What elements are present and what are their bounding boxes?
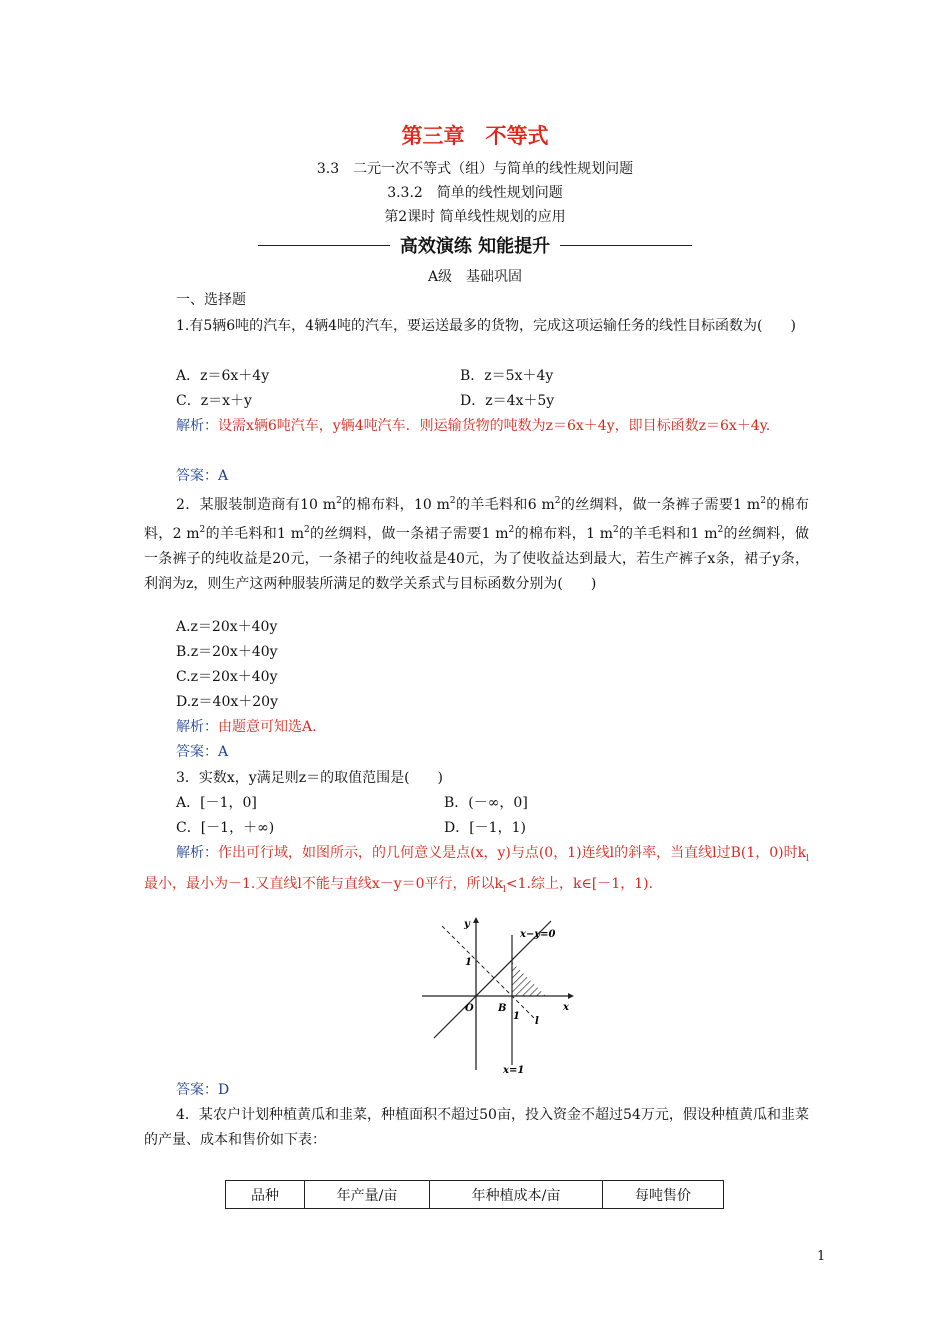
q1-option-d: D．z＝4x＋5y [460,393,555,409]
q2-option-d: D.z＝40x＋20y [176,694,278,710]
y-axis-arrow [473,917,479,923]
q2-option-c: C.z＝20x＋40y [176,669,278,685]
shaded-region [512,962,546,996]
label-origin: O [465,1003,474,1014]
q1-option-b: B．z＝5x＋4y [460,368,554,384]
crop-table [225,1180,724,1209]
q2-option-a: A.z＝20x＋40y [176,619,278,635]
q2-analysis: 解析：由题意可知选A. [176,719,317,735]
level-heading: A级 基础巩固 [427,269,523,285]
label-y: y [464,919,470,930]
q3-answer: 答案：D [176,1082,230,1098]
label-l: l [535,1016,539,1027]
label-line-x-minus-y: x−y=0 [520,929,556,940]
q1-option-a: A．z＝6x＋4y [176,368,270,384]
q1-analysis-text: 设需x辆6吨汽车，y辆4吨汽车．则运输货物的吨数为z＝6x＋4y，即目标函数z＝6x＋4y. [218,418,771,434]
q3-option-a: A．[－1，0] [176,795,257,811]
label-b: B [498,1003,507,1014]
lesson-title: 第2课时 简单线性规划的应用 [384,209,566,225]
q1-option-c: C．z＝x＋y [176,393,252,409]
table-header-cell: 品种 [226,1181,305,1209]
table-header-row [226,1181,724,1209]
section-title: 3.3 二元一次不等式（组）与简单的线性规划问题 [316,161,634,177]
q3-option-d: D．[－1，1) [444,820,526,836]
table-header-cell: 每吨售价 [603,1181,724,1209]
banner-rule-right [560,245,692,246]
label-line-x-1: x=1 [503,1065,525,1075]
question-2-stem: 2．某服装制造商有10 $m^2$的棉布料，10 $m^2$的羊毛料和6 $m^2$的丝绸料，做一条裤子需要1 $m^2$的棉布料，2 $m^2$的羊毛料和1 $m^2$的丝绸料，做一条裙子需要1 $m^2$的棉布料，1 $m^2$的羊毛料和1 $m^2$的丝绸料，做一条裤子的纯收益是20元，一条裙子的纯收益是40元，为了使收益达到最大，若生产裤子x条，裙子y条，利润为z，则生产这两种服装所满足的数学关系式与目标函数分别为( ) [144,496,810,592]
q2-answer: 答案：A [176,744,229,760]
q3-option-c: C．[－1，＋∞) [176,820,275,836]
q1-analysis [144,414,809,439]
q3-option-b: B．(－∞，0] [444,795,528,811]
banner-rule-left [258,245,390,246]
question-3-stem: 3．实数x，y满足则z＝的取值范围是( ) [176,770,444,786]
subsection-title: 3.3.2 简单的线性规划问题 [387,185,563,201]
label-x: x [563,1002,569,1013]
q3-analysis: 解析：作出可行域，如图所示，的几何意义是点(x，y)与点(0，1)连线l的斜率，当直线l过B(1，0)时$k_l$最小，最小为－1.又直线l不能与直线x－y＝0平行，所以$k_l<1$.综上，k∈[－1，1)． [144,845,809,895]
label-1-x: 1 [513,1011,520,1022]
table-header-cell: 年产量/亩 [305,1181,430,1209]
question-1-stem: 1.有5辆6吨的汽车，4辆4吨的汽车，要运送最多的货物，完成这项运输任务的线性目标函数为( ) [176,318,796,334]
feasible-region-figure [412,915,574,1075]
question-4-stem: 4．某农户计划种植黄瓜和韭菜，种植面积不超过50亩，投入资金不超过54万元，假设种植黄瓜和韭菜的产量、成本和售价如下表： [144,1107,809,1148]
chapter-title: 第三章 不等式 [401,124,549,148]
page-number: 1 [817,1249,826,1264]
q1-answer: 答案：A [176,468,229,484]
banner-text: 高效演练 知能提升 [399,236,551,257]
section-banner [258,232,692,258]
q1-analysis-label: 解析： [176,418,218,434]
table-header-cell: 年种植成本/亩 [430,1181,603,1209]
label-1-y: 1 [465,957,472,968]
part-heading: 一、选择题 [176,292,246,308]
q2-option-b: B.z＝20x＋40y [176,644,278,660]
x-axis-arrow [568,993,574,999]
